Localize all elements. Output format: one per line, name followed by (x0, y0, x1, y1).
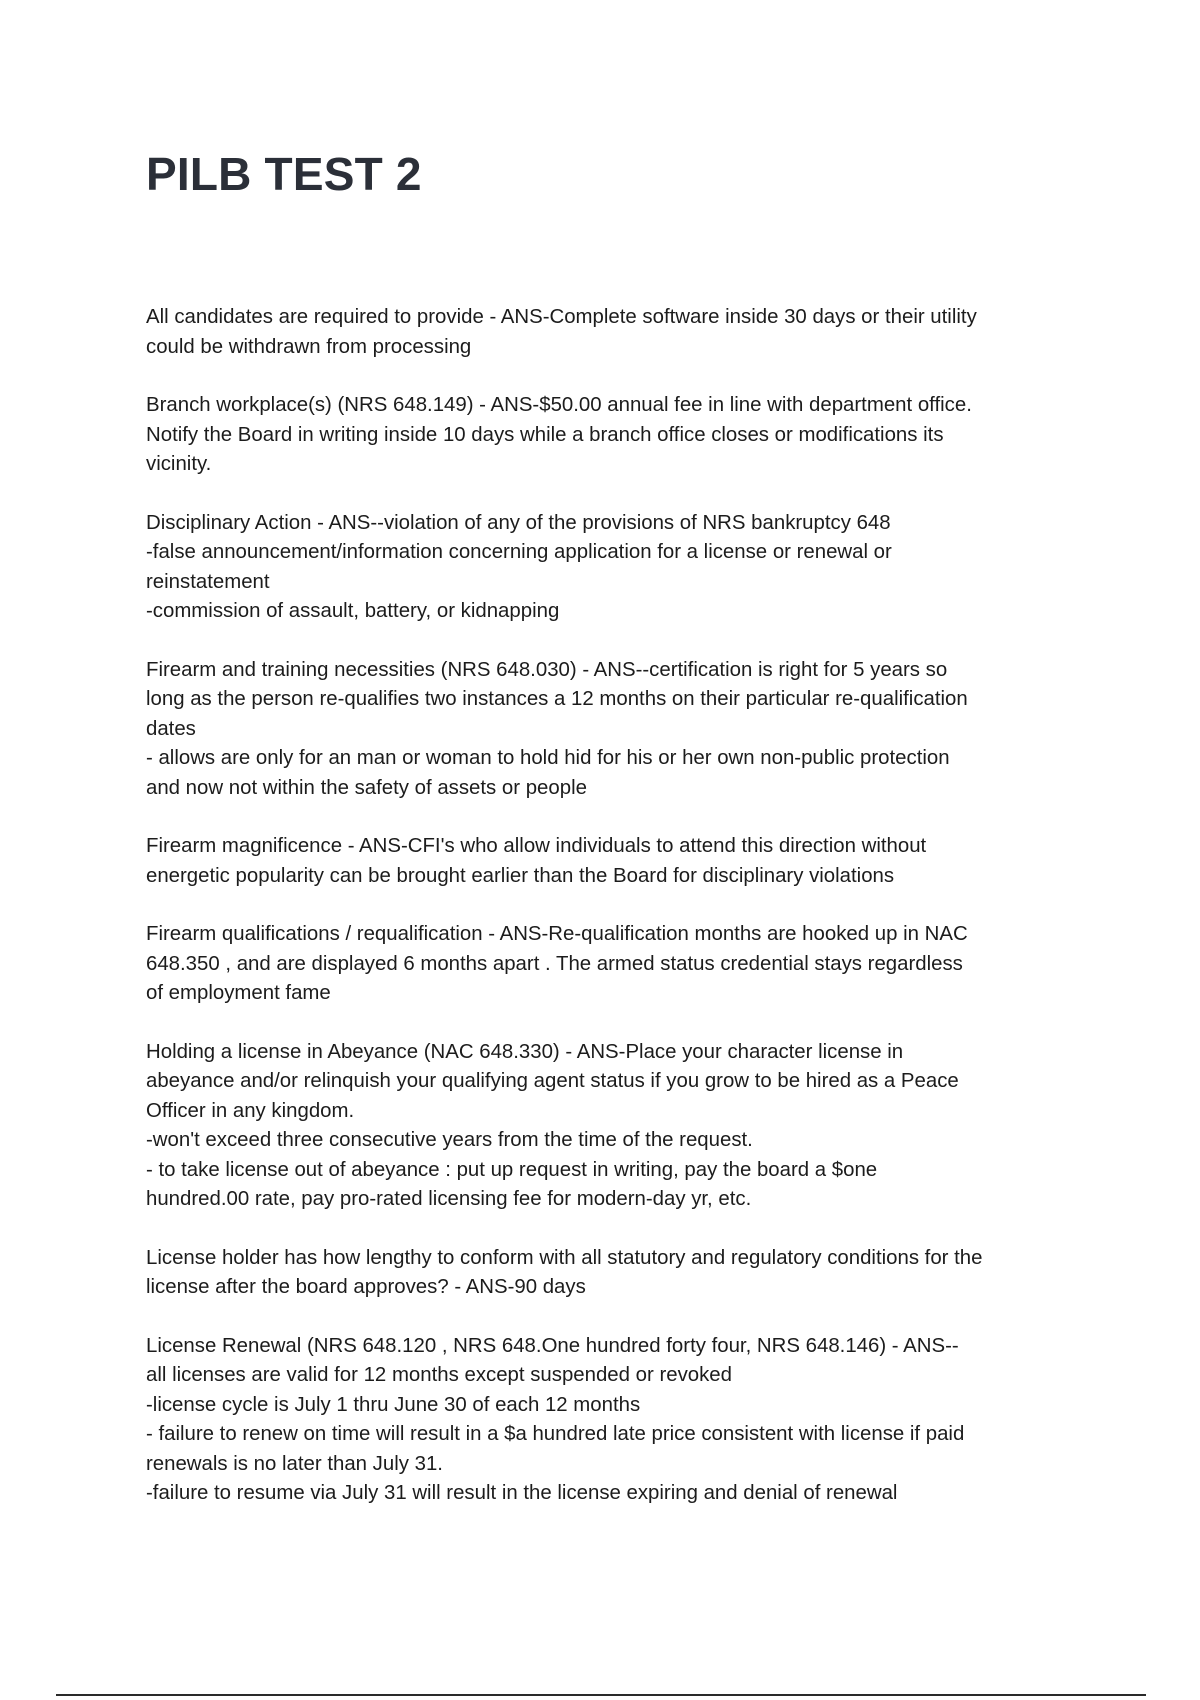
entry-text-line: Branch workplace(s) (NRS 648.149) - ANS-$50.00 annual fee in line with department office. (146, 394, 972, 416)
entry-text-line: Firearm magnificence - ANS-CFI's who allow individuals to attend this direction without (146, 835, 927, 857)
entry-text-line: Officer in any kingdom. (146, 1099, 355, 1122)
entry-text-line: reinstatement (146, 570, 270, 593)
entry-text-line: - allows are only for an man or woman to hold hid for his or her own non-public protection (146, 747, 950, 769)
entry-text-line: -failure to resume via July 31 will result in the license expiring and denial of renewal (146, 1482, 898, 1504)
entry-text-line: -license cycle is July 1 thru June 30 of each 12 months (146, 1393, 641, 1416)
entry-text-line: dates (146, 717, 196, 740)
entry-text-line: -commission of assault, battery, or kidnapping (146, 600, 560, 622)
entry-text-line: Holding a license in Abeyance (NAC 648.330) - ANS-Place your character license in (146, 1040, 904, 1063)
entry-text-line: could be withdrawn from processing (146, 335, 472, 358)
flashcard-entry (146, 1038, 1066, 1215)
entry-text-line: vicinity. (146, 453, 212, 475)
entry-text-line: - to take license out of abeyance : put up request in writing, pay the board a $one (146, 1158, 878, 1181)
entry-text-line: 648.350 , and are displayed 6 months apart . The armed status credential stays regardless (146, 952, 963, 975)
flashcard-entry (146, 391, 1066, 480)
entry-text-line: All candidates are required to provide - ANS-Complete software inside 30 days or their utility (146, 306, 977, 328)
entry-text-line: Firearm and training necessities (NRS 648.030) - ANS--certification is right for 5 years so (146, 658, 948, 681)
entry-text-line: Notify the Board in writing inside 10 days while a branch office closes or modifications its (146, 423, 944, 446)
page-title: PILB TEST 2 (146, 148, 422, 200)
flashcard-entry (146, 920, 1066, 1009)
entry-text-line: license after the board approves? - ANS-90 days (146, 1276, 586, 1298)
flashcard-entry (146, 1332, 1066, 1509)
flashcard-entry (146, 1244, 1066, 1303)
page-bottom-divider (56, 1694, 1146, 1696)
entry-text-line: License Renewal (NRS 648.120 , NRS 648.One hundred forty four, NRS 648.146) - ANS-- (146, 1334, 959, 1357)
flashcard-list (146, 303, 1066, 1538)
entry-text-line: long as the person re-qualifies two instances a 12 months on their particular re-qualification (146, 688, 968, 710)
entry-text-line: energetic popularity can be brought earlier than the Board for disciplinary violations (146, 864, 895, 887)
entry-text-line: hundred.00 rate, pay pro-rated licensing fee for modern-day yr, etc. (146, 1188, 752, 1210)
entry-text-line: of employment fame (146, 982, 331, 1004)
entry-text-line: Firearm qualifications / requalification - ANS-Re-qualification months are hooked up in NAC (146, 923, 968, 945)
entry-text-line: -won't exceed three consecutive years from the time of the request. (146, 1129, 753, 1151)
entry-text-line: all licenses are valid for 12 months except suspended or revoked (146, 1364, 732, 1386)
flashcard-entry (146, 656, 1066, 804)
entry-text-line: -false announcement/information concerning application for a license or renewal or (146, 541, 892, 563)
entry-text-line: License holder has how lengthy to conform with all statutory and regulatory conditions for the (146, 1246, 983, 1269)
flashcard-entry (146, 303, 1066, 362)
entry-text-line: abeyance and/or relinquish your qualifying agent status if you grow to be hired as a Peace (146, 1070, 959, 1092)
flashcard-entry (146, 509, 1066, 627)
entry-text-line: renewals is no later than July 31. (146, 1452, 443, 1475)
entry-text-line: Disciplinary Action - ANS--violation of any of the provisions of NRS bankruptcy 648 (146, 511, 891, 534)
flashcard-entry (146, 832, 1066, 891)
entry-text-line: - failure to renew on time will result in a $a hundred late price consistent with license if paid (146, 1423, 965, 1445)
entry-text-line: and now not within the safety of assets or people (146, 776, 587, 799)
